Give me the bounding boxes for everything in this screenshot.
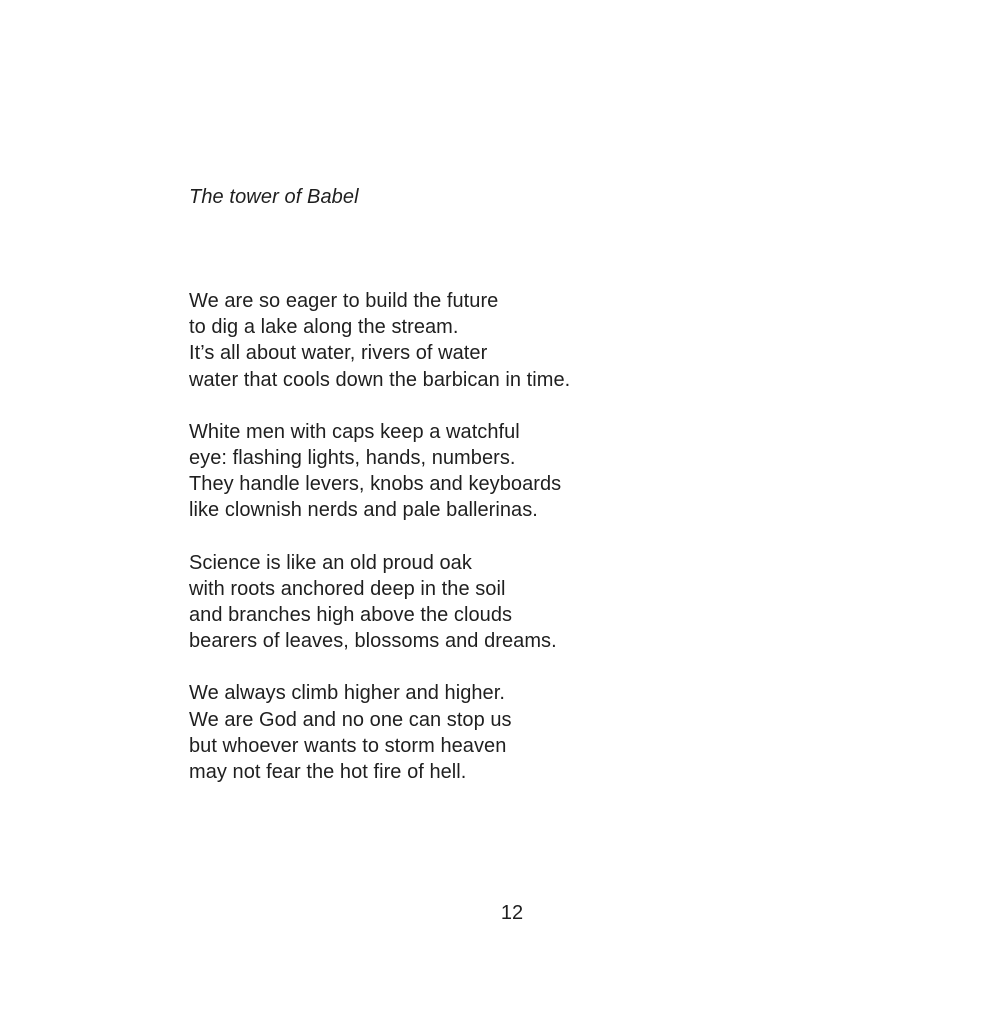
poem-line: Science is like an old proud oak <box>189 551 472 574</box>
poem-line: and branches high above the clouds <box>189 604 513 627</box>
poem-line: but whoever wants to storm heaven <box>189 734 507 757</box>
poem-line: may not fear the hot fire of hell. <box>189 761 467 784</box>
poem-line: It’s all about water, rivers of water <box>189 342 488 365</box>
stanza-1 <box>189 288 809 393</box>
poem-line: eye: flashing lights, hands, numbers. <box>189 447 516 470</box>
stanza-3 <box>189 550 809 655</box>
stanza-2 <box>189 419 809 524</box>
poem-line: White men with caps keep a watchful <box>189 420 520 443</box>
poem-line: We are so eager to build the future <box>189 290 499 312</box>
poem-body <box>189 288 809 811</box>
stanza-4 <box>189 680 809 785</box>
poem-line: bearers of leaves, blossoms and dreams. <box>189 630 557 653</box>
poem-line: like clownish nerds and pale ballerinas. <box>189 499 538 522</box>
poem-line: They handle levers, knobs and keyboards <box>189 473 562 496</box>
poem-line: with roots anchored deep in the soil <box>189 577 506 600</box>
poem-line: We are God and no one can stop us <box>189 708 512 731</box>
poem-title: The tower of Babel <box>189 186 359 208</box>
page-number: 12 <box>500 902 524 924</box>
poem-line: water that cools down the barbican in time. <box>189 368 571 391</box>
poem-line: We always climb higher and higher. <box>189 682 505 705</box>
poem-line: to dig a lake along the stream. <box>189 316 459 339</box>
